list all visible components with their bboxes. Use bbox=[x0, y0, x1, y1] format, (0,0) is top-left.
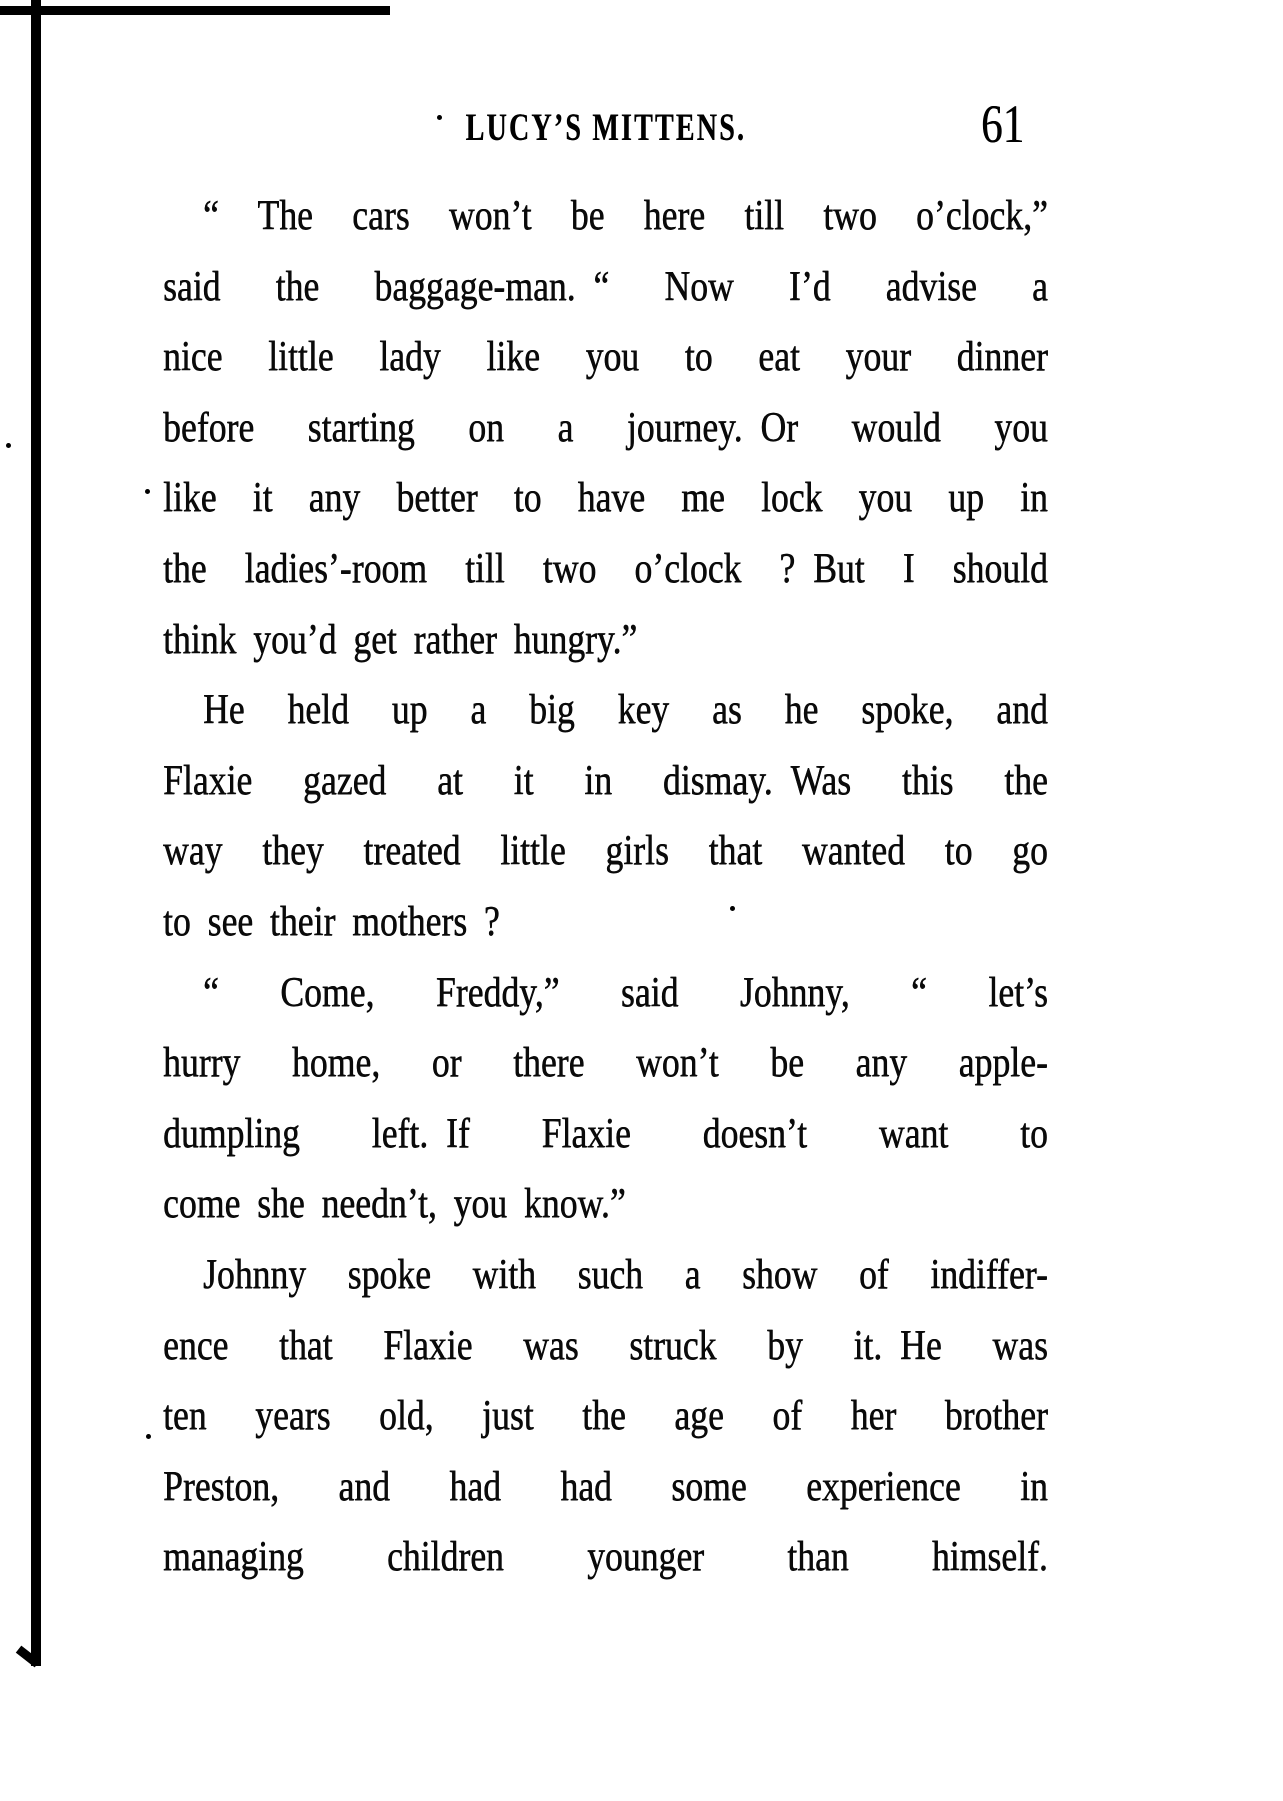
text-line: “ Come, Freddy,” said Johnny, “ let’s bbox=[202, 969, 1048, 1016]
text-line: like it any better to have me lock you up in bbox=[163, 475, 1048, 522]
text-line: to see their mothers ? bbox=[163, 898, 500, 945]
text-line: Johnny spoke with such a show of indiffer- bbox=[202, 1251, 1048, 1298]
body-text bbox=[163, 181, 1048, 1593]
ink-speck bbox=[437, 115, 442, 120]
text-line: Preston, and had had some experience in bbox=[163, 1463, 1048, 1510]
text-line: before starting on a journey. Or would you bbox=[163, 404, 1048, 451]
text-line: the ladies’-room till two o’clock ? But I should bbox=[163, 545, 1048, 592]
text-line: way they treated little girls that wanted to go bbox=[163, 828, 1048, 875]
text-line: ten years old, just the age of her brother bbox=[163, 1393, 1048, 1440]
text-line: Flaxie gazed at it in dismay. Was this the bbox=[163, 757, 1048, 804]
ink-speck bbox=[730, 906, 735, 911]
text-line: think you’d get rather hungry.” bbox=[163, 616, 638, 663]
ink-speck bbox=[145, 489, 150, 494]
scan-edge-bar-top bbox=[0, 6, 390, 15]
ink-speck bbox=[146, 1434, 151, 1439]
text-line: managing children younger than himself. bbox=[163, 1534, 1048, 1581]
chapter-title: LUCY’S MITTENS. bbox=[465, 106, 746, 149]
running-head bbox=[163, 108, 1048, 148]
page-number: 61 bbox=[981, 94, 1025, 154]
ink-speck bbox=[6, 443, 11, 448]
text-line: “ The cars won’t be here till two o’clock,” bbox=[202, 193, 1048, 239]
text-line: said the baggage-man. “ Now I’d advise a bbox=[163, 263, 1048, 310]
scan-edge-bar-left bbox=[31, 0, 41, 1666]
text-line: hurry home, or there won’t be any apple- bbox=[163, 1040, 1048, 1087]
text-line: nice little lady like you to eat your dinner bbox=[163, 334, 1048, 381]
text-line: come she needn’t, you know.” bbox=[163, 1181, 626, 1228]
text-line: dumpling left. If Flaxie doesn’t want to bbox=[163, 1110, 1048, 1157]
text-line: ence that Flaxie was struck by it. He was bbox=[163, 1322, 1048, 1369]
text-line: He held up a big key as he spoke, and bbox=[202, 687, 1048, 734]
